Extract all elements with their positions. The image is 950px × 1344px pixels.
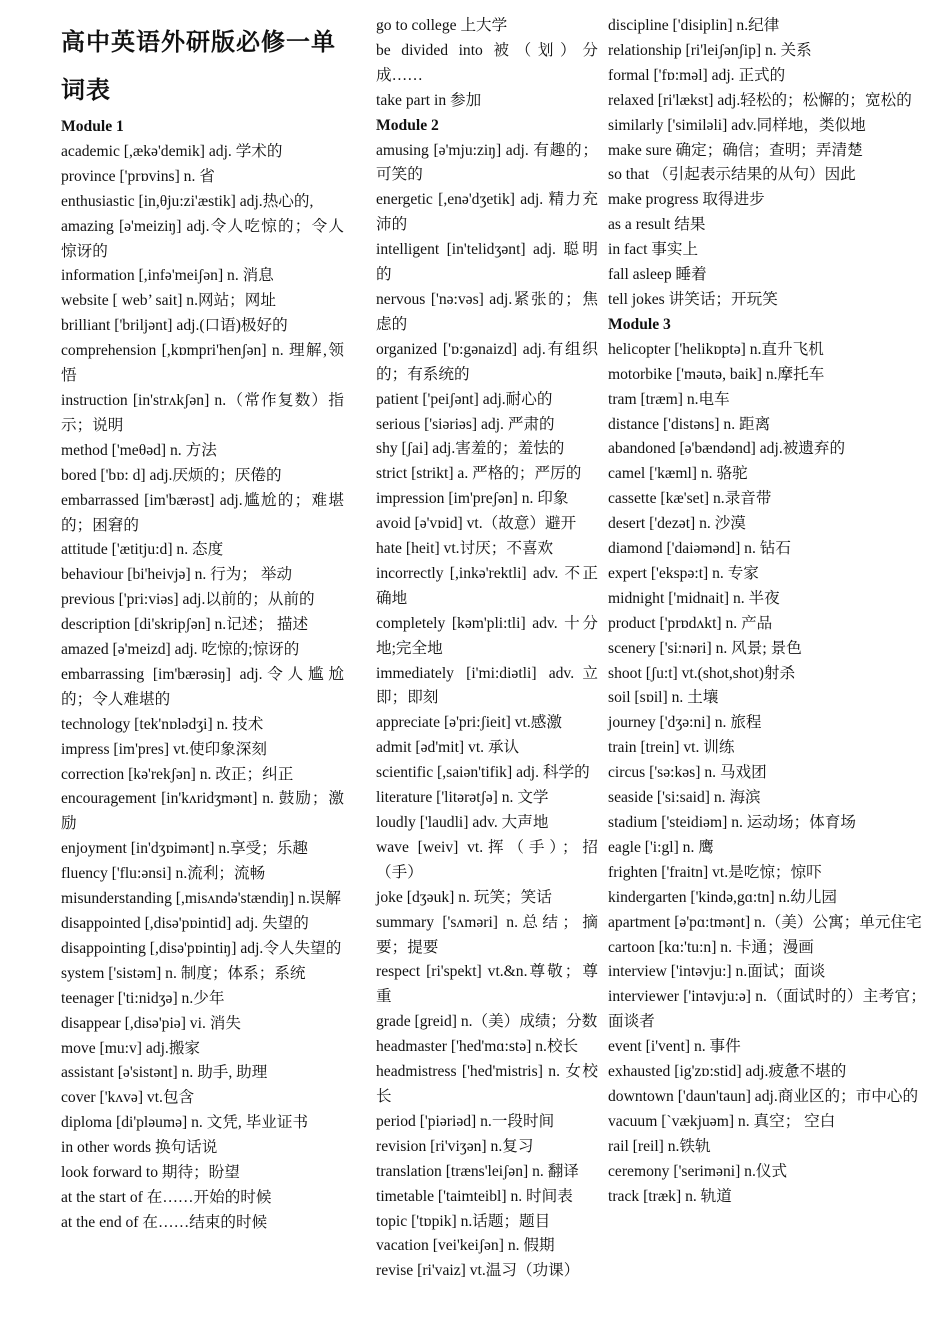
- vocab-entry: avoid [ə'vɒid] vt.（故意）避开: [376, 515, 577, 533]
- vocab-entry: in other words 换句话说: [61, 1139, 218, 1157]
- vocab-entry: fall asleep 睡着: [608, 266, 707, 284]
- vocab-entry: vacation [vei'keiʃən] n. 假期: [376, 1237, 555, 1255]
- vocab-entry: information [,infə'meiʃən] n. 消息: [61, 267, 274, 285]
- vocab-entry: previous ['pri:viəs] adj.以前的；从前的: [61, 591, 315, 609]
- vocab-entry: ceremony ['seriməni] n.仪式: [608, 1162, 788, 1180]
- vocab-entry: shoot [ʃu:t] vt.(shot,shot)射杀: [608, 664, 796, 682]
- vocab-entry: grade [greid] n.（美）成绩；分数: [376, 1013, 598, 1031]
- vocab-entry: camel ['kæml] n. 骆驼: [608, 465, 748, 483]
- vocab-entry: completely [kəm'pli:tli] adv. 十分地;完全地: [376, 614, 598, 657]
- vocab-entry: revision [ri'viʒən] n.复习: [376, 1137, 534, 1155]
- vocab-entry: look forward to 期待；盼望: [61, 1164, 240, 1182]
- vocab-entry: hate [heit] vt.讨厌；不喜欢: [376, 540, 554, 558]
- vocab-entry: method ['meθəd] n. 方法: [61, 441, 217, 459]
- vocab-entry: rail [reil] n.铁轨: [608, 1137, 711, 1155]
- vocab-entry: strict [strikt] a. 严格的；严厉的: [376, 465, 582, 483]
- vocab-entry: instruction [in'strʌkʃən] n.（常作复数）指示；说明: [61, 391, 344, 434]
- vocab-entry: relaxed [ri'lækst] adj.轻松的；松懈的；宽松的: [608, 91, 912, 109]
- vocab-entry: period ['piəriəd] n.一段时间: [376, 1112, 555, 1130]
- vocab-entry: so that （引起表示结果的从句）因此: [608, 166, 856, 184]
- vocab-entry: desert ['dezət] n. 沙漠: [608, 515, 746, 533]
- vocab-entry: eagle ['i:gl] n. 鹰: [608, 838, 714, 856]
- vocab-entry: seaside ['si:said] n. 海滨: [608, 789, 761, 807]
- vocab-entry: bored ['bɒ: d] adj.厌烦的；厌倦的: [61, 466, 282, 484]
- vocab-entry: embarrassing [im'bærəsiŋ] adj.令人尴尬的；令人难堪的: [61, 665, 344, 708]
- vocab-entry: in fact 事实上: [608, 241, 699, 259]
- vocab-entry: assistant [ə'sistənt] n. 助手, 助理: [61, 1064, 268, 1082]
- vocab-entry: interviewer ['intəvju:ə] n.（面试时的）主考官；面谈者: [608, 988, 926, 1031]
- vocab-entry: energetic [,enə'dʒetik] adj. 精力充沛的: [376, 191, 598, 234]
- vocab-entry: impress [im'pres] vt.使印象深刻: [61, 740, 267, 758]
- vocab-entry: description [di'skripʃən] n.记述； 描述: [61, 616, 309, 634]
- vocab-entry: summary ['sʌməri] n.总结；摘要；提要: [376, 913, 598, 956]
- vocab-entry: amazing [ə'meiziŋ] adj.令人吃惊的；令人惊讶的: [61, 217, 344, 260]
- vocab-entry: midnight ['midnait] n. 半夜: [608, 589, 780, 607]
- vocab-entry: serious ['siəriəs] adj. 严肃的: [376, 415, 555, 433]
- column-3: [608, 14, 926, 1210]
- vocab-entry: circus ['sə:kəs] n. 马戏团: [608, 764, 767, 782]
- vocab-entry: enthusiastic [in,θju:zi'æstik] adj.热心的,: [61, 192, 314, 210]
- vocab-entry: helicopter ['helikɒptə] n.直升飞机: [608, 340, 824, 358]
- vocab-entry: journey ['dʒə:ni] n. 旅程: [608, 714, 762, 732]
- vocab-entry: stadium ['steidiəm] n. 运动场；体育场: [608, 814, 856, 831]
- vocab-entry: cartoon [kɑ:'tu:n] n. 卡通；漫画: [608, 938, 814, 956]
- vocab-entry: as a result 结果: [608, 216, 706, 234]
- vocab-entry: misunderstanding [,misʌndə'stændiŋ] n.误解: [61, 890, 341, 908]
- vocab-entry: impression [im'preʃən] n. 印象: [376, 490, 569, 508]
- module-heading: Module 3: [608, 315, 671, 333]
- vocab-entry: discipline ['disiplin] n.纪律: [608, 17, 780, 34]
- vocab-entry: scientific [,saiən'tifik] adj. 科学的: [376, 764, 590, 782]
- vocab-entry: shy [ʃai] adj.害羞的；羞怯的: [376, 440, 565, 458]
- vocab-entry: cassette [kæ'set] n.录音带: [608, 490, 772, 508]
- module-heading: Module 1: [61, 118, 124, 135]
- vocab-entry: admit [əd'mit] vt. 承认: [376, 739, 520, 757]
- vocab-entry: topic ['tɒpik] n.话题；题目: [376, 1212, 551, 1230]
- vocab-entry: joke [dʒəuk] n. 玩笑；笑话: [376, 888, 552, 906]
- vocab-entry: tell jokes 讲笑话；开玩笑: [608, 290, 778, 308]
- vocab-entry: teenager ['ti:nidʒə] n.少年: [61, 989, 225, 1007]
- vocab-entry: academic [,ækə'demik] adj. 学术的: [61, 142, 283, 160]
- vocab-entry: incorrectly [,inkə'rektli] adv. 不正确地: [376, 564, 598, 607]
- vocab-entry: headmistress ['hed'mistris] n. 女校长: [376, 1063, 598, 1105]
- vocab-entry: interview ['intəvju:] n.面试；面谈: [608, 963, 826, 981]
- vocab-entry: tram [træm] n.电车: [608, 390, 730, 408]
- column-2: [376, 14, 598, 1284]
- vocab-entry: disappointed [,disə'pɒintid] adj. 失望的: [61, 915, 309, 932]
- vocab-entry: vacuum [ˋvækjuəm] n. 真空； 空白: [608, 1112, 836, 1130]
- vocab-entry: brilliant ['briljənt] adj.(口语)极好的: [61, 317, 288, 335]
- vocab-entry: relationship [ri'leiʃənʃip] n. 关系: [608, 41, 812, 59]
- vocab-entry: literature ['litərətʃə] n. 文学: [376, 789, 549, 807]
- vocab-entry: kindergarten ['kində,gɑ:tn] n.幼儿园: [608, 888, 837, 906]
- vocab-entry: go to college 上大学: [376, 17, 508, 34]
- vocab-entry: make progress 取得进步: [608, 191, 765, 209]
- vocab-entry: intelligent [in'telidʒənt] adj. 聪明的: [376, 241, 598, 284]
- vocab-entry: motorbike ['məutə, baik] n.摩托车: [608, 365, 825, 383]
- vocab-entry: headmaster ['hed'mɑ:stə] n.校长: [376, 1038, 579, 1056]
- vocab-entry: timetable ['taimteibl] n. 时间表: [376, 1187, 573, 1205]
- vocab-entry: similarly ['similəli] adv.同样地，类似地: [608, 116, 866, 134]
- vocab-entry: formal ['fɒ:məl] adj. 正式的: [608, 66, 786, 84]
- vocab-entry: revise [ri'vaiz] vt.温习（功课）: [376, 1262, 580, 1280]
- vocab-entry: nervous ['nə:vəs] adj.紧张的；焦虑的: [376, 290, 598, 333]
- vocab-entry: diamond ['daiəmənd] n. 钻石: [608, 540, 791, 558]
- vocab-entry: train [trein] vt. 训练: [608, 739, 735, 757]
- vocab-entry: be divided into 被（划）分成……: [376, 41, 598, 84]
- module-heading: Module 2: [376, 116, 439, 134]
- vocab-entry: distance ['distəns] n. 距离: [608, 415, 771, 433]
- vocab-entry: correction [kə'rekʃən] n. 改正；纠正: [61, 765, 294, 783]
- vocab-entry: amusing [ə'mju:ziŋ] adj. 有趣的；可笑的: [376, 141, 598, 184]
- vocab-entry: track [træk] n. 轨道: [608, 1187, 732, 1205]
- vocab-entry: make sure 确定；确信；查明；弄清楚: [608, 141, 863, 159]
- vocab-entry: fluency ['flu:ənsi] n.流利；流畅: [61, 865, 266, 883]
- vocab-entry: at the start of 在……开始的时候: [61, 1188, 272, 1206]
- vocab-entry: comprehension [,kɒmpri'henʃən] n. 理解,领悟: [61, 342, 344, 385]
- vocab-entry: province ['prɒvins] n. 省: [61, 167, 215, 185]
- vocab-entry: wave [weiv] vt.挥（手）；招（手）: [376, 838, 598, 881]
- vocab-entry: at the end of 在……结束的时候: [61, 1213, 268, 1231]
- vocab-entry: disappointing [,disə'pɒintiŋ] adj.令人失望的: [61, 939, 342, 957]
- vocab-entry: encouragement [in'kʌridʒmənt] n. 鼓励；激励: [61, 790, 344, 833]
- vocab-entry: enjoyment [in'dʒɒimənt] n.享受；乐趣: [61, 840, 308, 858]
- vocab-entry: event [i'vent] n. 事件: [608, 1038, 741, 1056]
- vocab-entry: embarrassed [im'bærəst] adj.尴尬的；难堪的；困窘的: [61, 491, 344, 534]
- vocab-entry: respect [ri'spekt] vt.&n.尊敬；尊重: [376, 963, 598, 1006]
- vocab-entry: website [ web’ sait] n.网站；网址: [61, 292, 276, 310]
- vocab-entry: disappear [,disə'piə] vi. 消失: [61, 1014, 241, 1032]
- vocab-entry: behaviour [bi'heivjə] n. 行为； 举动: [61, 566, 293, 584]
- vocab-entry: diploma [di'pləumə] n. 文凭, 毕业证书: [61, 1114, 309, 1132]
- vocab-entry: downtown ['daun'taun] adj.商业区的；市中心的: [608, 1087, 919, 1105]
- document-title: 高中英语外研版必修一单词表: [61, 28, 336, 104]
- vocab-entry: expert ['ekspə:t] n. 专家: [608, 564, 759, 582]
- vocab-entry: soil [sɒil] n. 土壤: [608, 689, 719, 707]
- vocab-entry: attitude ['ætitju:d] n. 态度: [61, 541, 224, 559]
- vocab-entry: amazed [ə'meizd] adj. 吃惊的;惊讶的: [61, 641, 300, 659]
- vocab-entry: cover ['kʌvə] vt.包含: [61, 1089, 195, 1107]
- vocab-entry: patient ['peiʃənt] adj.耐心的: [376, 390, 553, 408]
- vocab-entry: system ['sistəm] n. 制度；体系；系统: [61, 964, 306, 982]
- vocab-entry: translation [træns'leiʃən] n. 翻译: [376, 1162, 579, 1180]
- vocab-entry: move [mu:v] adj.搬家: [61, 1039, 201, 1057]
- vocab-entry: appreciate [ə'pri:ʃieit] vt.感激: [376, 714, 562, 732]
- vocab-entry: immediately [i'mi:diətli] adv.立即；即刻: [376, 664, 598, 707]
- vocab-entry: apartment [ə'pɑ:tmənt] n.（美）公寓；单元住宅: [608, 913, 922, 931]
- vocab-entry: loudly ['laudli] adv. 大声地: [376, 814, 549, 831]
- column-1: [61, 14, 344, 1236]
- vocab-entry: scenery ['si:nəri] n. 风景; 景色: [608, 639, 802, 657]
- vocab-entry: technology [tek'nɒlədʒi] n. 技术: [61, 715, 264, 733]
- vocab-entry: organized ['ɒ:gənaizd] adj.有组织的；有系统的: [376, 340, 598, 383]
- vocab-entry: take part in 参加: [376, 91, 482, 109]
- vocab-entry: abandoned [ə'bændənd] adj.被遗弃的: [608, 440, 846, 458]
- vocab-entry: exhausted [ig'zɒ:stid] adj.疲惫不堪的: [608, 1063, 847, 1081]
- vocab-entry: product ['prɒdʌkt] n. 产品: [608, 614, 773, 632]
- vocab-entry: frighten ['fraitn] vt.是吃惊；惊吓: [608, 863, 822, 881]
